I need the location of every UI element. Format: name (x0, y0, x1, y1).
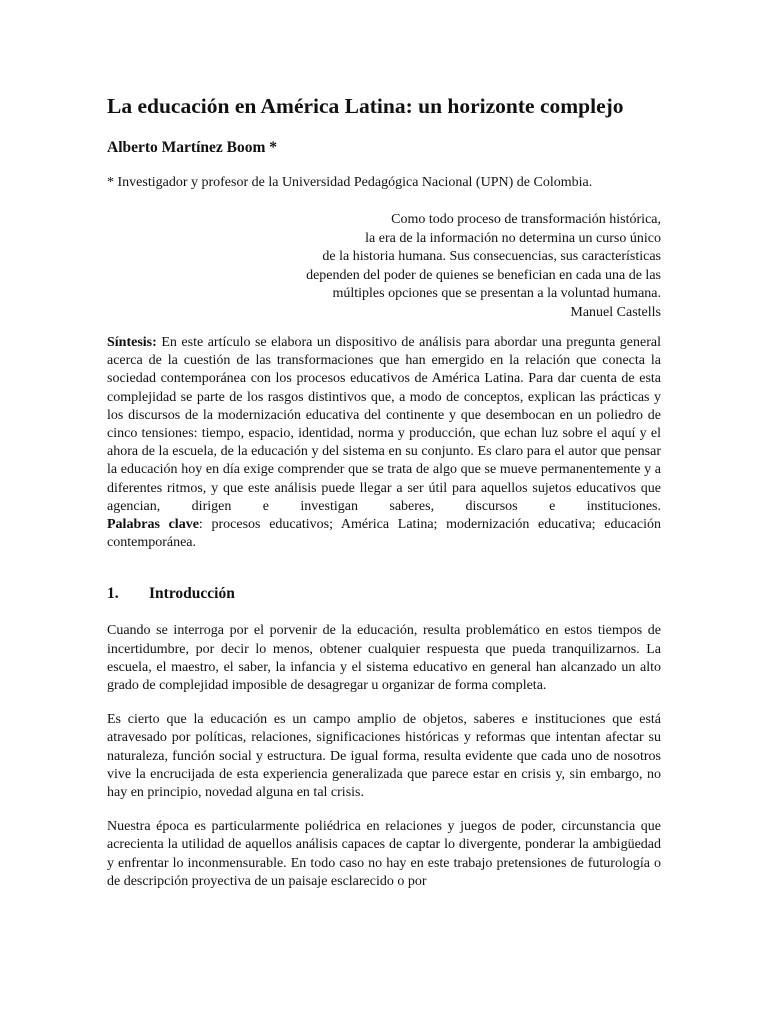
synthesis-paragraph (107, 334, 661, 516)
epigraph-line: dependen del poder de quienes se benefician en cada una de las (306, 267, 661, 283)
author-affiliation: * Investigador y profesor de la Universidad Pedagógica Nacional (UPN) de Colombia. (107, 175, 593, 190)
document-title: La educación en América Latina: un horizonte complejo (107, 94, 624, 118)
synthesis-label: Síntesis: (107, 335, 157, 350)
keywords-paragraph (107, 516, 661, 552)
section-number: 1. (107, 585, 119, 603)
body-paragraph: Nuestra época es particularmente poliédrica en relaciones y juegos de poder, circunstancia que acrecienta la utilidad de aquellos análisis capaces de captar lo divergente, ponderar la ambigüedad y enfrentar lo inconmensurable. En todo caso no hay en este trabajo pretensiones de futurología o de descripción proyectiva de un paisaje esclarecido o por (107, 819, 661, 889)
document-content (107, 92, 661, 891)
author-name: Alberto Martínez Boom * (107, 139, 278, 156)
section-title: Introducción (149, 585, 235, 603)
epigraph-attribution: Manuel Castells (570, 304, 661, 320)
body-paragraph: Cuando se interroga por el porvenir de la educación, resulta problemático en estos tiempos de incertidumbre, por decir lo menos, obtener cualquier respuesta que pueda tranquilizarnos. La escuela, el maestro, el saber, la infancia y el sistema educativo en general han alcanzado un alto grado de complejidad imposible de desagregar u organizar de forma completa. (107, 623, 661, 694)
body-paragraph: Es cierto que la educación es un campo amplio de objetos, saberes e instituciones que está atravesado por políticas, relaciones, significaciones históricas y reformas que intentan afectar su naturaleza, función social y estructura. De igual forma, resulta evidente que cada uno de nosotros vive la encrucijada de esta experiencia generalizada que parece estar en crisis y, sin embargo, no hay en principio, novedad alguna en tal crisis. (107, 712, 661, 801)
epigraph-line: la era de la información no determina un curso único (365, 230, 661, 246)
epigraph-line: Como todo proceso de transformación histórica, (391, 212, 661, 227)
epigraph-line: múltiples opciones que se presentan a la voluntad humana. (332, 286, 661, 301)
keywords-text: : procesos educativos; América Latina; modernización educativa; educación contemporánea. (107, 517, 661, 551)
epigraph (107, 211, 661, 322)
epigraph-line: de la historia humana. Sus consecuencias, sus características (322, 249, 661, 264)
synthesis-text: En este artículo se elabora un dispositivo de análisis para abordar una pregunta general acerca de la cuestión de las transformaciones que han emergido en la relación que conecta la sociedad contemporánea con los procesos educativos de América Latina. Para dar cuenta de esta complejidad se parte de los rasgos distintivos que, a modo de conceptos, explican las prácticas y los discursos de la modernización educativa del continente y que desembocan en un poliedro de cinco tensiones: tiempo, espacio, identidad, norma y producción, que echan luz sobre el aquí y el ahora de la escuela, de la educación y del sistema en su conjunto. Es claro para el autor que pensar la educación hoy en día exige comprender que se trata de algo que se mueve permanentemente y a diferentes ritmos, y que este análisis puede llegar a ser útil para aquellos sujetos educativos que agencian, dirigen e investigan saberes, discursos e instituciones. (107, 335, 661, 514)
keywords-label: Palabras clave (107, 517, 199, 533)
abstract (107, 334, 661, 552)
section-heading (107, 584, 661, 604)
